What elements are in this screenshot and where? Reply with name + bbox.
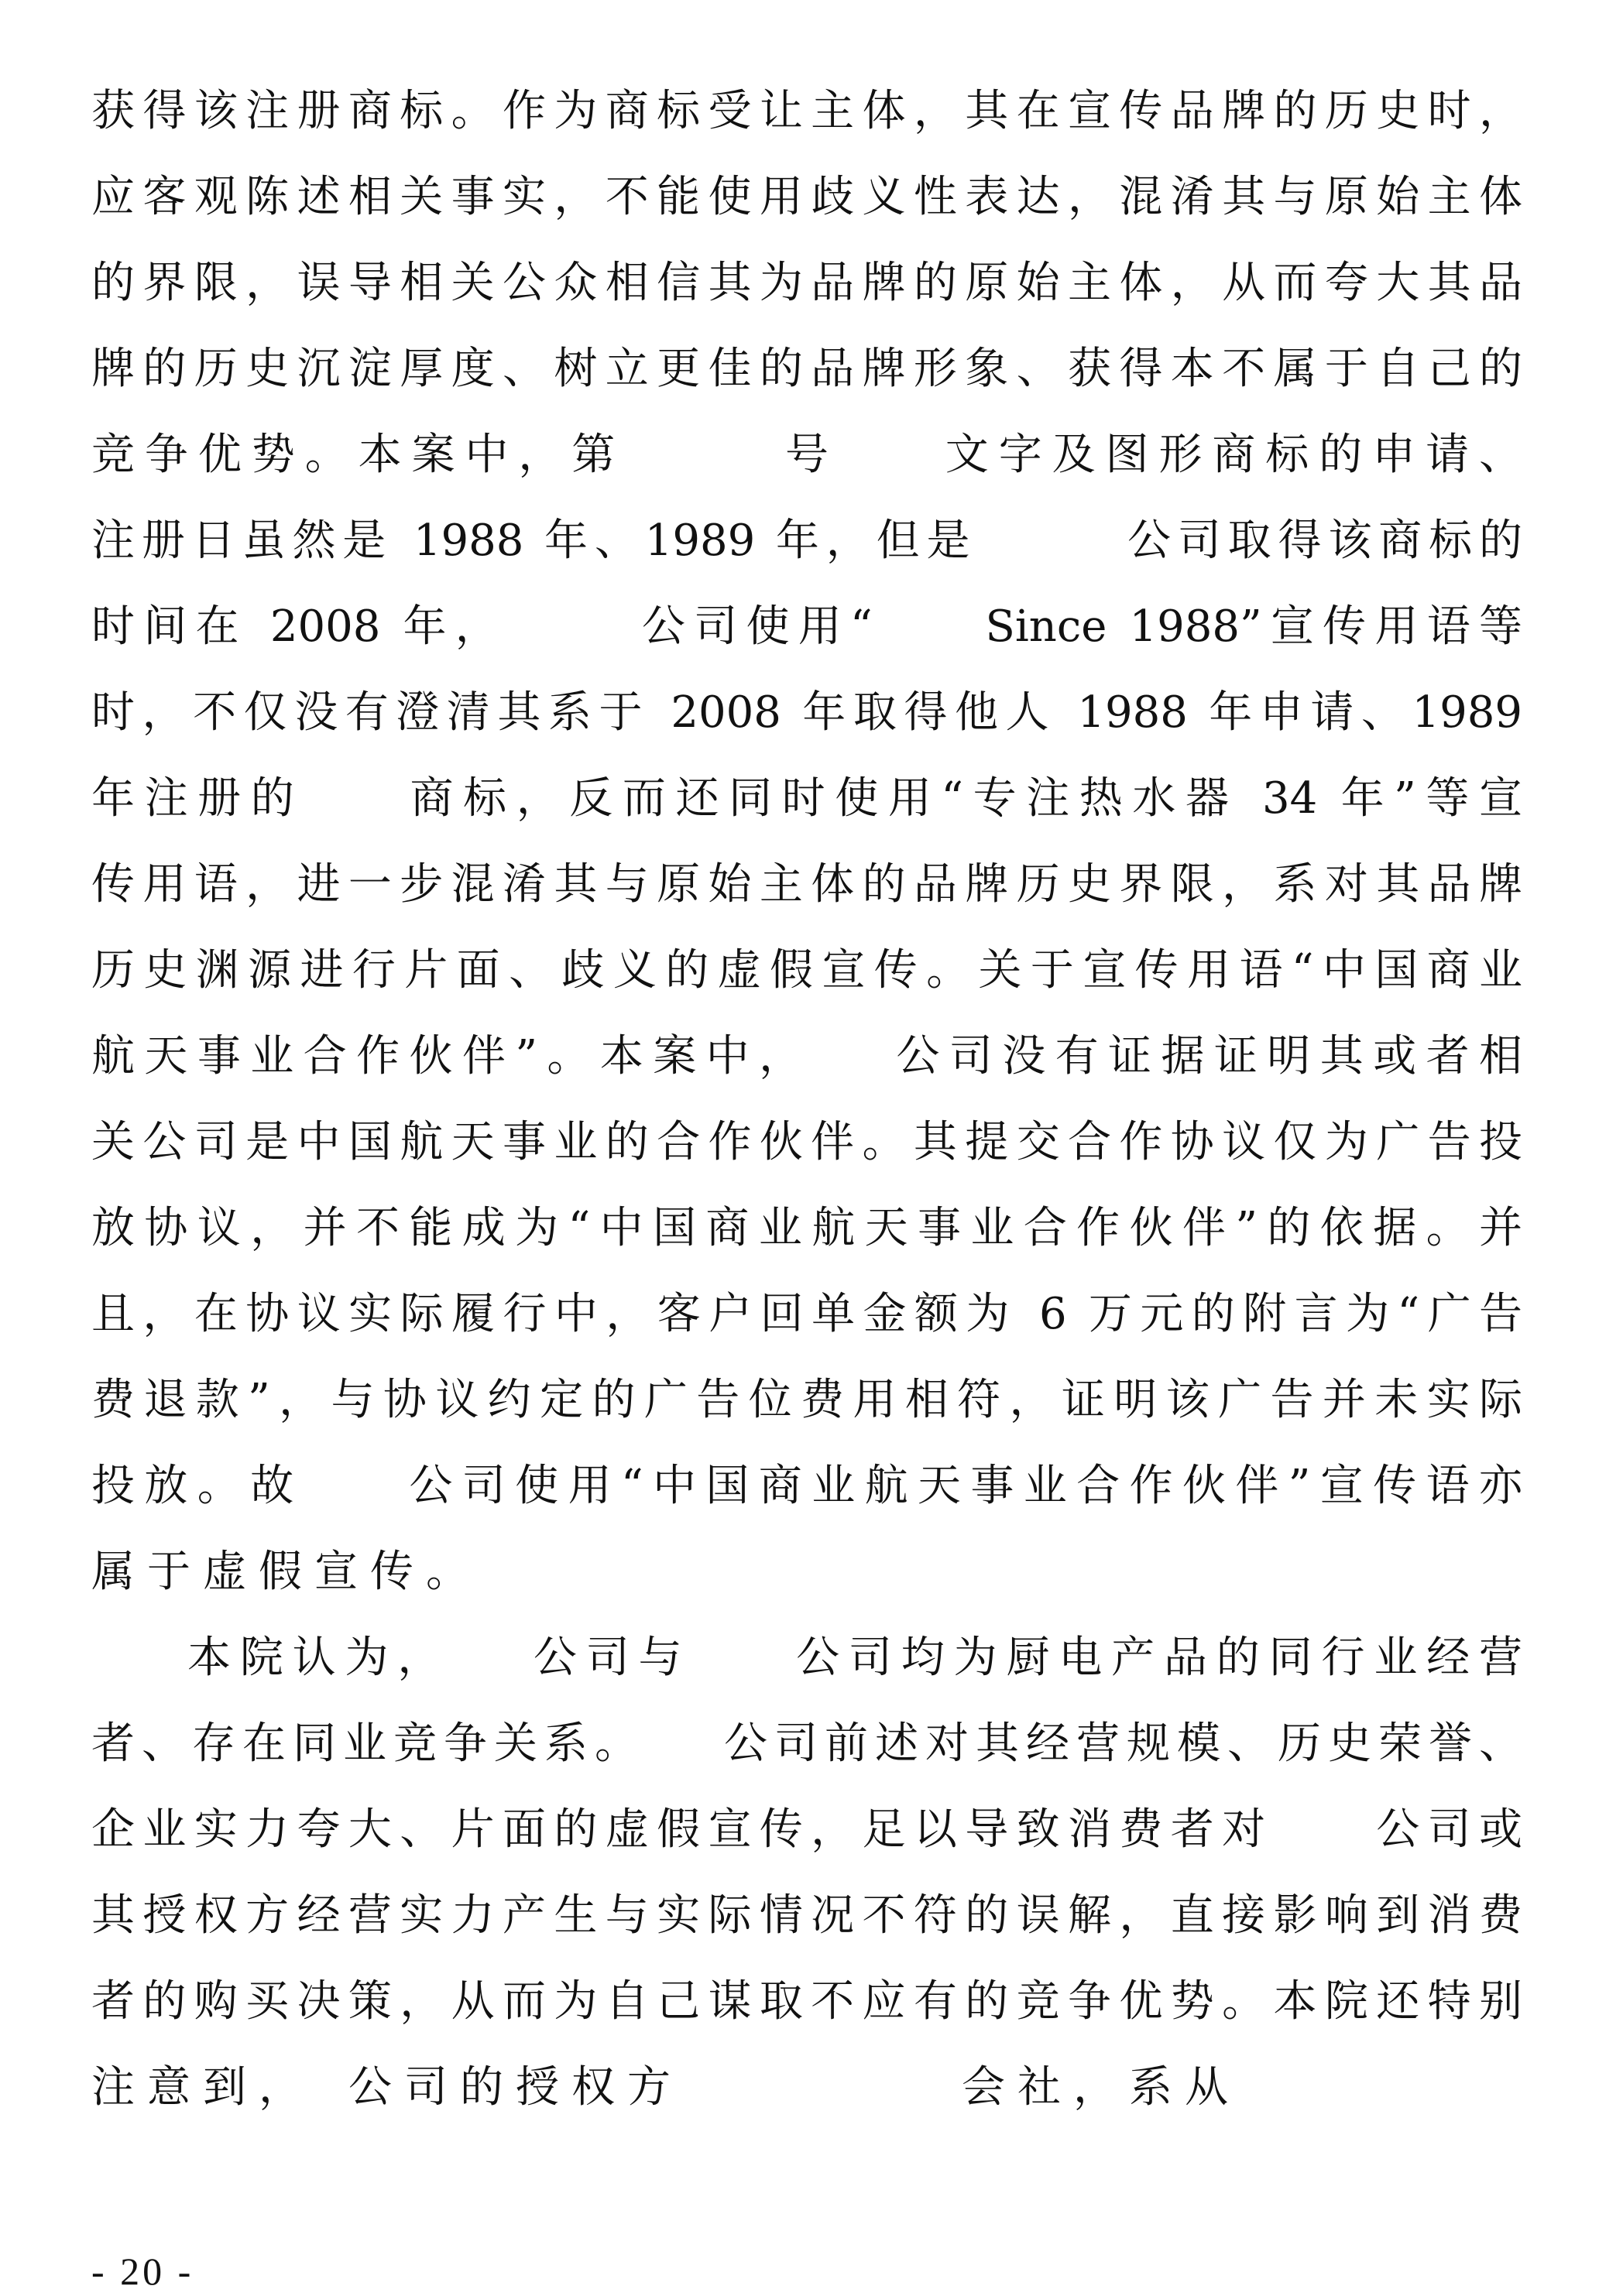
text-line: 时，不仅没有澄清其系于 2008 年取得他人 1988 年申请、1989 — [91, 687, 1522, 738]
text-line: 航天事业合作伙伴”。本案中， 公司没有证据证明其或者相 — [91, 1031, 1522, 1081]
text-line: 费退款”，与协议约定的广告位费用相符，证明该广告并未实际 — [91, 1375, 1522, 1425]
text-line: 本院认为， 公司与 公司均为厨电产品的同行业经营 — [187, 1633, 1522, 1683]
text-line: 且，在协议实际履行中，客户回单金额为 6 万元的附言为“广告 — [91, 1289, 1522, 1339]
page-number: - 20 - — [91, 2250, 194, 2293]
text-line: 投放。故 公司使用“中国商业航天事业合作伙伴”宣传语亦 — [91, 1461, 1522, 1511]
text-line: 企业实力夸大、片面的虚假宣传，足以导致消费者对 公司或 — [91, 1804, 1522, 1855]
text-line: 注册日虽然是 1988 年、1989 年，但是 公司取得该商标的 — [91, 516, 1522, 566]
text-line: 牌的历史沉淀厚度、树立更佳的品牌形象、获得本不属于自己的 — [91, 344, 1522, 394]
text-line: 者的购买决策，从而为自己谋取不应有的竞争优势。本院还特别 — [91, 1976, 1522, 2027]
text-line: 其授权方经营实力产生与实际情况不符的误解，直接影响到消费 — [91, 1890, 1522, 1941]
text-line: 注意到， 公司的授权方 会社，系从 — [91, 2062, 1240, 2113]
document-body — [91, 68, 1522, 2130]
text-line: 传用语，进一步混淆其与原始主体的品牌历史界限，系对其品牌 — [91, 859, 1522, 910]
text-line: 竞争优势。本案中，第 号 文字及图形商标的申请、 — [91, 430, 1522, 480]
text-line: 者、存在同业竞争关系。 公司前述对其经营规模、历史荣誉、 — [91, 1719, 1522, 1769]
text-line: 放协议，并不能成为“中国商业航天事业合作伙伴”的依据。并 — [91, 1203, 1522, 1253]
text-line: 应客观陈述相关事实，不能使用歧义性表达，混淆其与原始主体 — [91, 172, 1522, 222]
text-line: 时间在 2008 年， 公司使用“ Since 1988”宣传用语等 — [91, 601, 1522, 652]
text-line: 属于虚假宣传。 — [91, 1547, 482, 1597]
text-line: 关公司是中国航天事业的合作伙伴。其提交合作协议仅为广告投 — [91, 1117, 1522, 1167]
text-line: 获得该注册商标。作为商标受让主体，其在宣传品牌的历史时， — [91, 86, 1522, 136]
text-line: 的界限，误导相关公众相信其为品牌的原始主体，从而夸大其品 — [91, 258, 1522, 308]
text-line: 历史渊源进行片面、歧义的虚假宣传。关于宣传用语“中国商业 — [91, 945, 1522, 996]
text-line: 年注册的 商标，反而还同时使用“专注热水器 34 年”等宣 — [91, 773, 1522, 824]
